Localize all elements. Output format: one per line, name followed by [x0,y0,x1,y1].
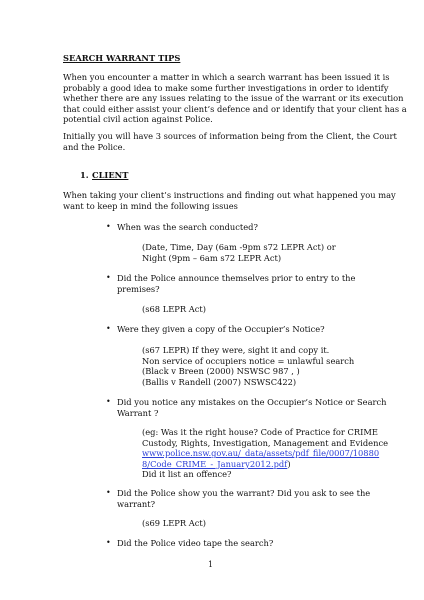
bullet-icon: • [106,397,111,406]
answer-occupiers-notice [142,345,354,387]
question-when-conducted [117,222,258,233]
text-line: Did you notice any mistakes on the Occupier’s Notice or Search [117,397,387,407]
text-line: Did the Police video tape the search? [117,538,274,548]
bullet-icon: • [106,538,111,547]
question-notice-mistakes [117,397,387,418]
text-line: probably a good idea to make some further investigations in order to identify [63,82,389,93]
question-show-warrant [117,488,370,509]
code-of-practice-link[interactable]: www.police.nsw.gov.au/_data/assets/pdf_file/0007/10880 [142,448,380,459]
sources-paragraph [63,131,397,152]
text-line: (Black v Breen (2000) NSWSC 987 , ) [142,366,300,377]
text-line: (s67 LEPR) If they were, sight it and copy it. [142,345,330,355]
answer-police-announce [142,304,206,315]
text-line: Did the Police show you the warrant? Did you ask to see the [117,488,371,498]
bullet-icon: • [106,222,111,231]
page-number: 1 [208,560,214,569]
text-line: Did it list an offence? [142,469,232,480]
text-line: (s69 LEPR Act) [142,518,206,528]
text-line: Night (9pm – 6am s72 LEPR Act) [142,252,282,263]
answer-notice-mistakes [142,427,388,480]
code-of-practice-link-continued[interactable]: 8/Code_CRIME_-_January2012.pdf [142,458,288,469]
text-line: When was the search conducted? [117,222,258,232]
text-line: (s68 LEPR Act) [142,304,206,314]
text-line: (Date, Time, Day (6am -9pm s72 LEPR Act) or [142,242,336,252]
question-video-tape [117,538,273,549]
text-line: (eg: Was it the right house? Code of Practice for CRIME [142,427,378,437]
section-intro [63,190,396,211]
bullet-icon: • [106,273,111,282]
question-occupiers-notice [117,324,325,335]
text-line: that could either assist your client’s defence and or identify that your client has a [63,103,407,114]
closing-bracket: ) [287,458,291,469]
text-line: and the Police. [63,141,126,152]
answer-when-conducted [142,242,336,263]
text-line: When you encounter a matter in which a search warrant has been issued it is [63,72,390,82]
text-line: Custody, Rights, Investigation, Management and Evidence [142,437,388,448]
text-line: want to keep in mind the following issues [63,200,238,211]
text-line: Warrant ? [117,407,159,418]
answer-show-warrant [142,518,206,529]
bullet-icon: • [106,488,111,497]
section-number: 1. [80,170,89,180]
text-line: Non service of occupiers notice = unlawful search [142,355,355,366]
text-line: Were they given a copy of the Occupier’s Notice? [117,324,325,334]
question-police-announce [117,273,355,294]
text-line: Initially you will have 3 sources of information being from the Client, the Court [63,131,397,141]
text-line: Did the Police announce themselves prior to entry to the [117,273,356,283]
text-line: potential civil action against Police. [63,114,213,125]
intro-paragraph [63,72,407,125]
document-title: SEARCH WARRANT TIPS [63,53,181,63]
text-line: (Ballis v Randell (2007) NSWSC422) [142,376,297,387]
text-line: warrant? [117,498,156,509]
text-line: premises? [117,283,160,294]
text-line: whether there are any issues relating to the issue of the warrant or its execution [63,93,404,104]
text-line: When taking your client’s instructions and finding out what happened you may [63,190,396,200]
section-heading: CLIENT [92,170,129,180]
bullet-icon: • [106,324,111,333]
